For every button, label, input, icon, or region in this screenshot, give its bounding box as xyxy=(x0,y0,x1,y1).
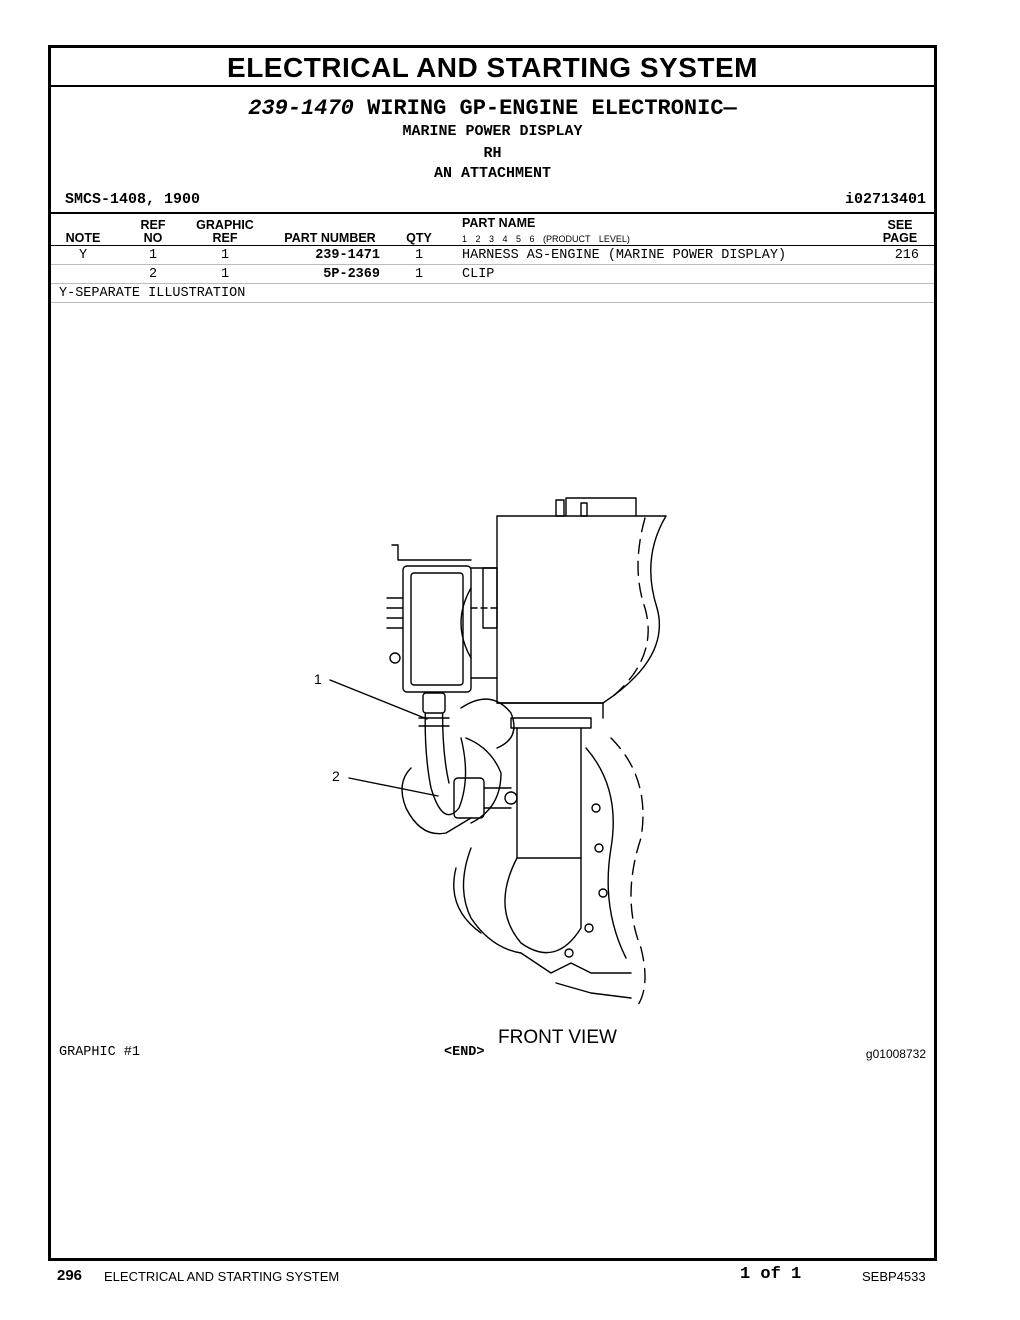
smcs-code: SMCS-1408, 1900 xyxy=(65,191,201,208)
callout-1: 1 xyxy=(314,671,322,687)
header-qty: QTY xyxy=(406,231,432,245)
group-subtitle-2: RH xyxy=(483,145,502,162)
cell-ref: 2 xyxy=(148,267,158,282)
footer-section: ELECTRICAL AND STARTING SYSTEM xyxy=(104,1269,340,1284)
illustration-id: i02713401 xyxy=(844,191,926,208)
graphic-label: GRAPHIC #1 xyxy=(59,1045,141,1060)
header-graphic-top: GRAPHIC xyxy=(196,218,254,232)
header-part-number: PART NUMBER xyxy=(284,231,376,245)
table-footnote: Y-SEPARATE ILLUSTRATION xyxy=(59,286,246,301)
end-marker: <END> xyxy=(444,1045,485,1060)
header-part-name: PART NAME xyxy=(462,216,536,230)
cell-part-number: 5P-2369 xyxy=(323,267,380,282)
cell-part-name: CLIP xyxy=(462,267,495,282)
header-see-top: SEE xyxy=(887,218,913,232)
page-number: 296 xyxy=(57,1267,83,1284)
header-see-bottom: PAGE xyxy=(882,231,918,245)
cell-qty: 1 xyxy=(414,248,424,263)
header-product-level: 1 2 3 4 5 6 (PRODUCT LEVEL) xyxy=(462,234,630,244)
group-number: 239-1470 xyxy=(248,96,354,121)
group-name: WIRING GP-ENGINE ELECTRONIC— xyxy=(367,96,737,121)
cell-graphic: 1 xyxy=(220,267,230,282)
header-graphic-bottom: REF xyxy=(212,231,238,245)
group-subtitle-1: MARINE POWER DISPLAY xyxy=(402,123,583,140)
callout-2: 2 xyxy=(332,768,340,784)
cell-part-name: HARNESS AS-ENGINE (MARINE POWER DISPLAY) xyxy=(462,248,787,263)
group-subtitle-3: AN ATTACHMENT xyxy=(433,165,552,182)
header-note: NOTE xyxy=(65,231,101,245)
engine-illustration xyxy=(51,48,934,1258)
view-label: FRONT VIEW xyxy=(498,1027,617,1048)
section-title: ELECTRICAL AND STARTING SYSTEM xyxy=(51,48,934,87)
header-ref-top: REF xyxy=(140,218,166,232)
graphic-id: g01008732 xyxy=(865,1047,926,1061)
header-ref-bottom: NO xyxy=(143,231,163,245)
cell-part-number: 239-1471 xyxy=(315,248,380,263)
cell-ref: 1 xyxy=(148,248,158,263)
cell-note: Y xyxy=(78,248,88,263)
page-frame xyxy=(48,45,937,1261)
doc-id: SEBP4533 xyxy=(862,1269,926,1284)
cell-qty: 1 xyxy=(414,267,424,282)
cell-graphic: 1 xyxy=(220,248,230,263)
page-of: 1 of 1 xyxy=(740,1265,802,1284)
cell-see-page: 216 xyxy=(894,248,919,263)
